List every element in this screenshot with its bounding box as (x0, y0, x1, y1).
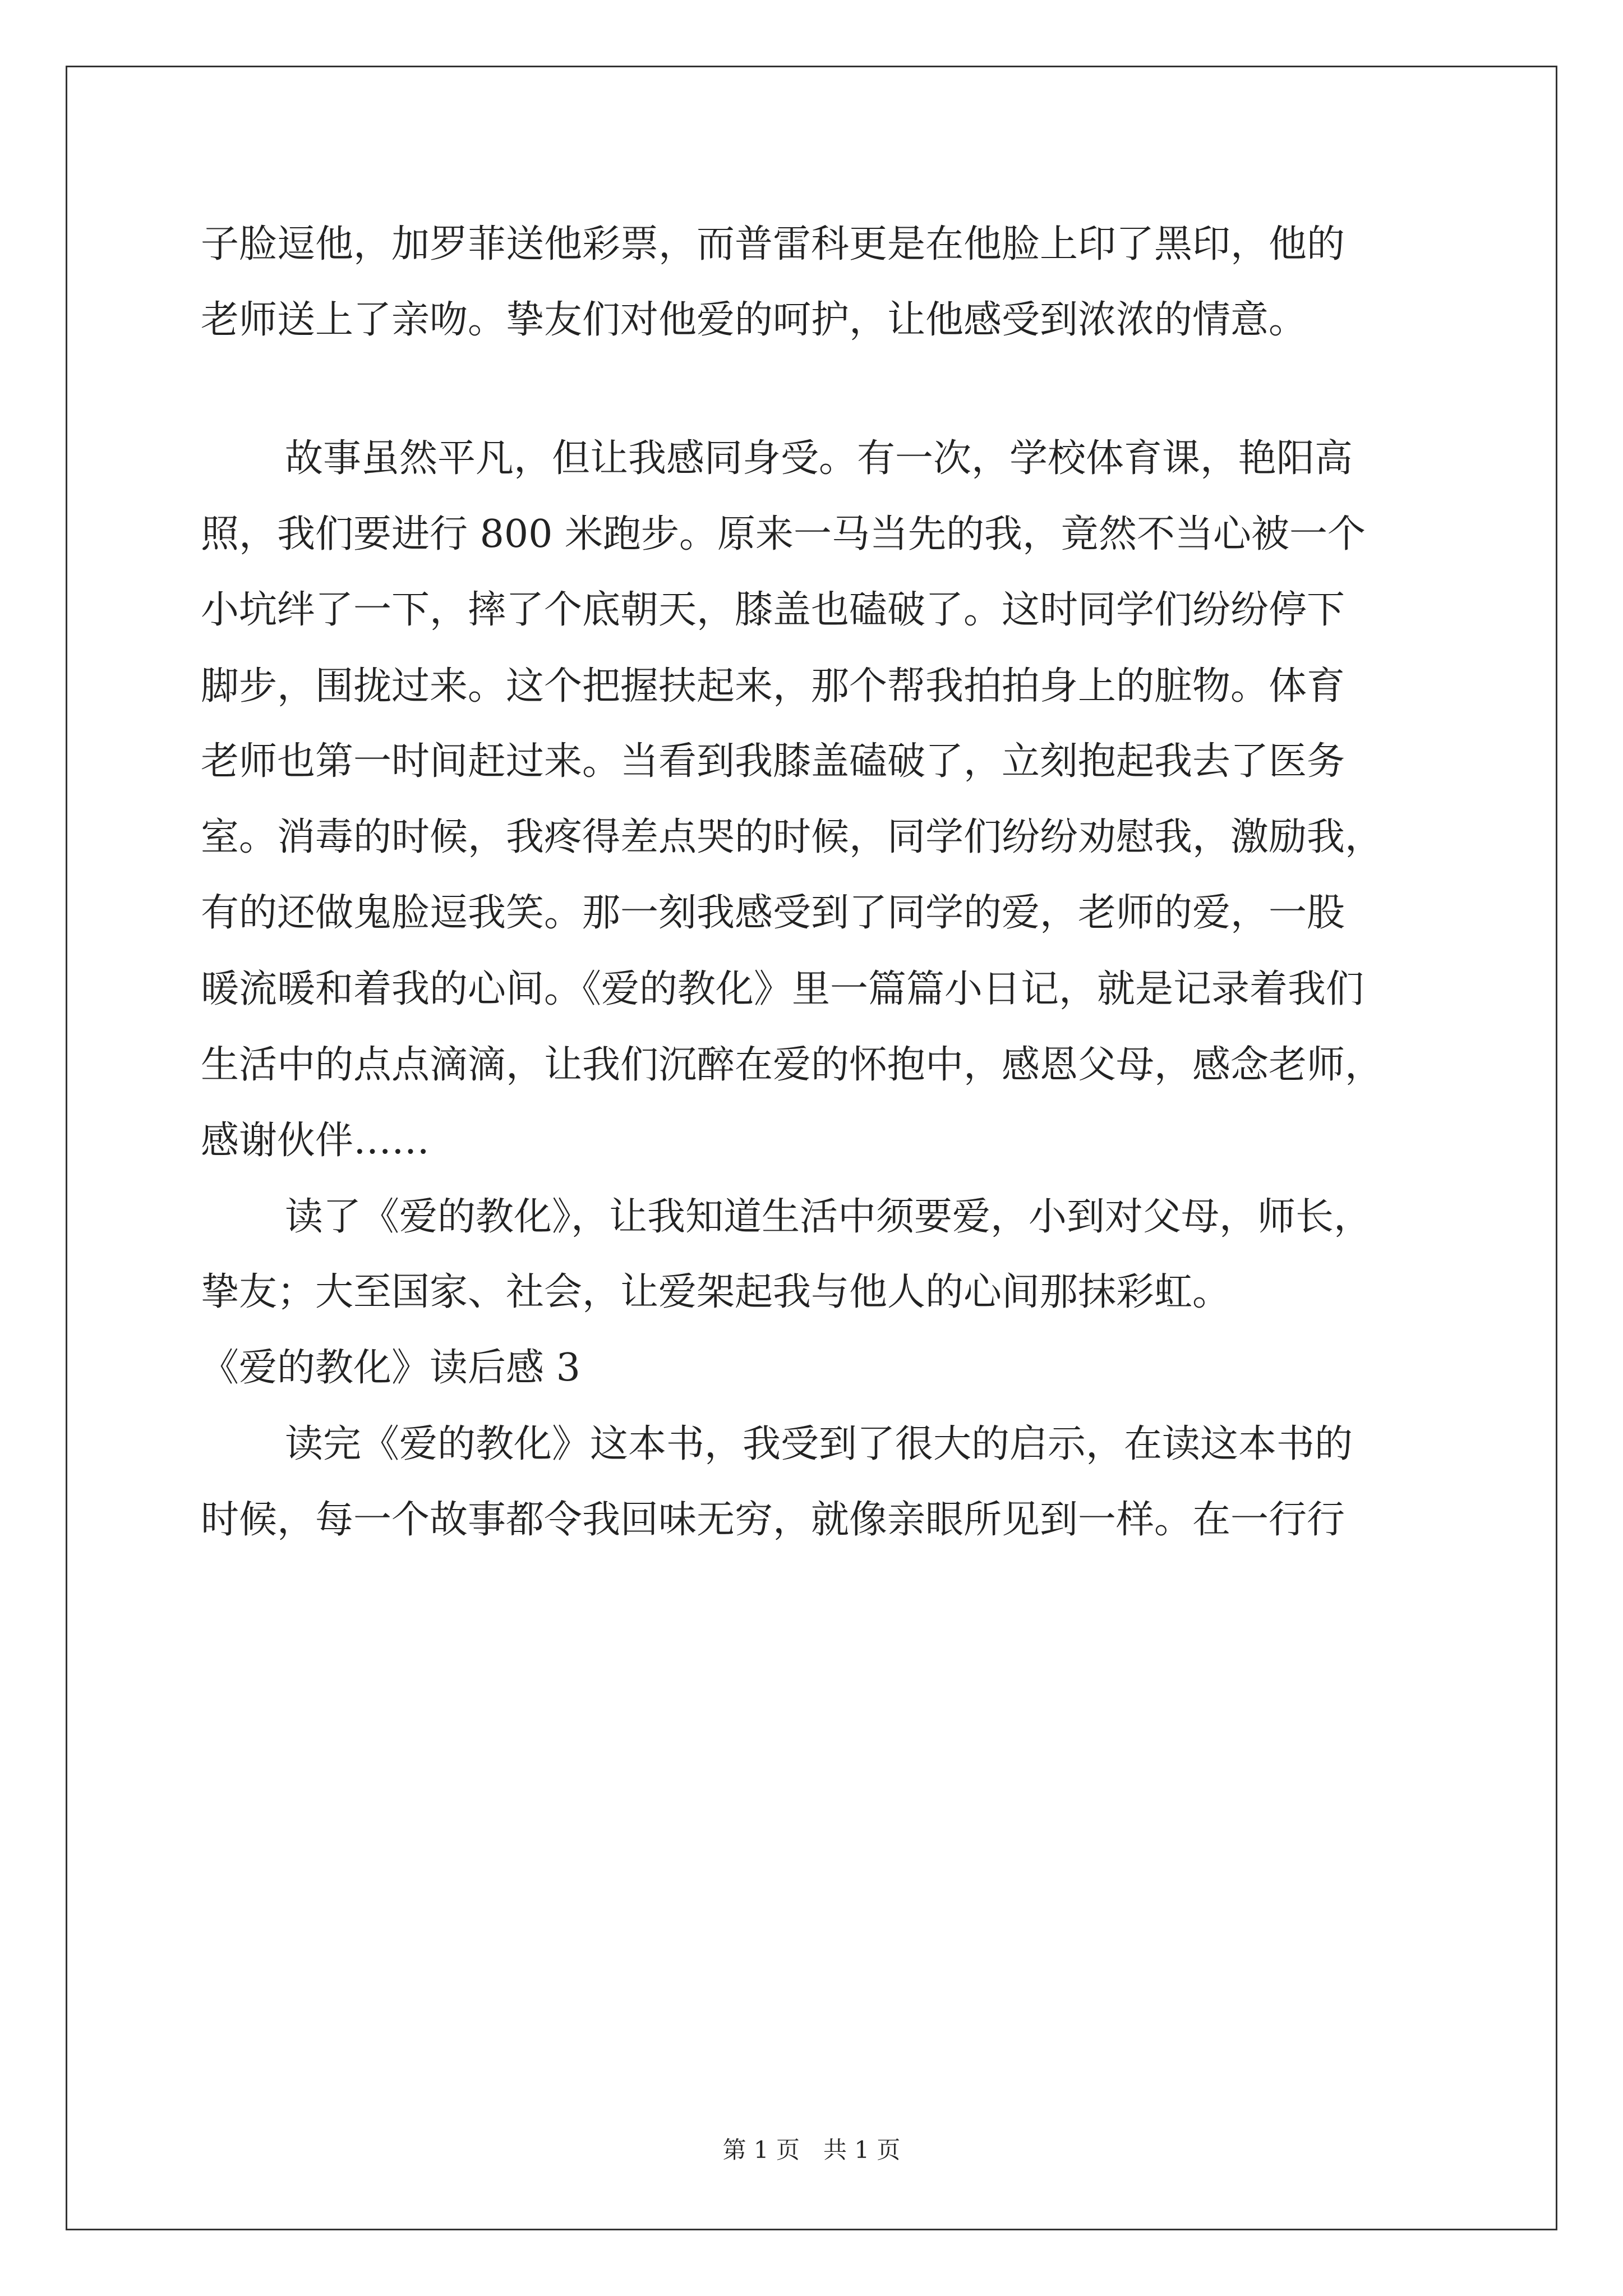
paragraph-start-line: 故事虽然平凡，但让我感同身受。有一次，学校体育课，艳阳高 (285, 436, 1353, 481)
text-line: 感谢伙伴…… (201, 1119, 430, 1163)
text-line: 时候，每一个故事都令我回味无穷，就像亲眼所见到一样。在一行行 (201, 1498, 1345, 1542)
text-line: 子脸逗他，加罗菲送他彩票，而普雷科更是在他脸上印了黑印，他的 (201, 222, 1345, 266)
text-line: 生活中的点点滴滴，让我们沉醉在爱的怀抱中，感恩父母，感念老师， (201, 1043, 1384, 1087)
text-line: 有的还做鬼脸逗我笑。那一刻我感受到了同学的爱，老师的爱，一股 (201, 891, 1345, 935)
text-line: 小坑绊了一下，摔了个底朝天，膝盖也磕破了。这时同学们纷纷停下 (201, 588, 1345, 632)
text-line: 挚友；大至国家、社会，让爱架起我与他人的心间那抹彩虹。 (201, 1270, 1231, 1314)
page-footer: 第 1 页 共 1 页 (722, 2136, 901, 2164)
text-line: 老师送上了亲吻。挚友们对他爱的呵护，让他感受到浓浓的情意。 (201, 298, 1307, 342)
section-heading: 《爱的教化》读后感 3 (201, 1346, 580, 1390)
text-line: 老师也第一时间赶过来。当看到我膝盖磕破了，立刻抱起我去了医务 (201, 739, 1345, 784)
paragraph-start-line: 读了《爱的教化》，让我知道生活中须要爱，小到对父母，师长， (285, 1195, 1372, 1239)
paragraph-start-line: 读完《爱的教化》这本书，我受到了很大的启示，在读这本书的 (285, 1422, 1353, 1466)
text-line: 脚步，围拢过来。这个把握扶起来，那个帮我拍拍身上的脏物。体育 (201, 664, 1345, 708)
text-line: 照，我们要进行 800 米跑步。原来一马当先的我，竟然不当心被一个 (201, 512, 1366, 556)
text-line: 暖流暖和着我的心间。《爱的教化》里一篇篇小日记，就是记录着我们 (201, 967, 1364, 1011)
text-line: 室。消毒的时候，我疼得差点哭的时候，同学们纷纷劝慰我，激励我， (201, 815, 1384, 859)
